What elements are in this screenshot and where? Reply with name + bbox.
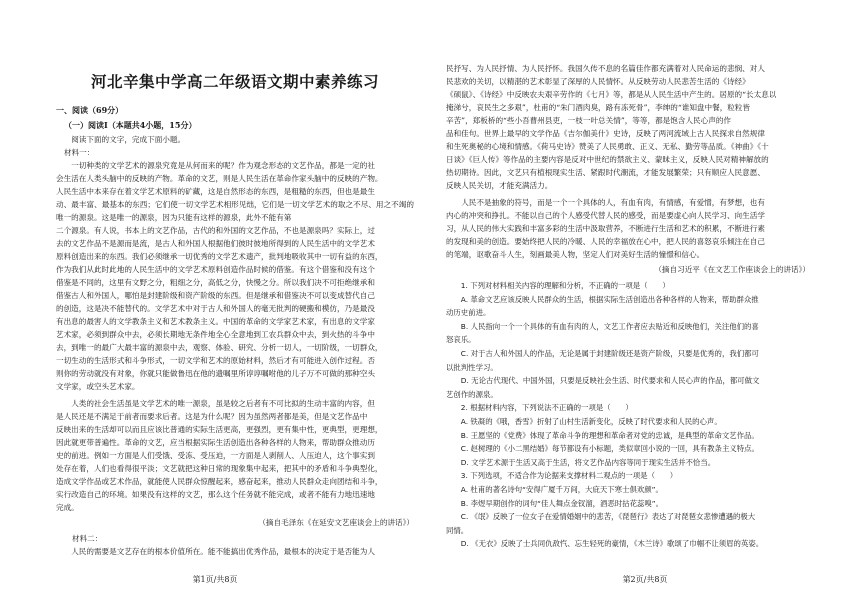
text-line: 日谈》《巨人传》等作品的主要内容是反对中世纪的禁欲主义、蒙昧主义，反映人民对精神解放的 <box>446 155 769 164</box>
subsection-heading: （一）阅读Ⅰ（本题共4小题，15分） <box>64 120 197 130</box>
instruction-text: 阅读下面的文字，完成下面小题。 <box>71 135 186 144</box>
option-line: D. 《无衣》反映了士兵同仇敌忾、忘生轻死的豪情，《木兰诗》歌颂了巾帼不让须眉的英姿。 <box>460 539 764 549</box>
option-line: 艺创作的源泉。 <box>446 389 498 399</box>
option-line: B. 王愿坚的《党费》体现了革命斗争的理想和革命者对党的忠诚，是典型的革命文艺作品。 <box>460 430 759 440</box>
question-3 <box>446 469 810 551</box>
exam-title: 河北辛集中学高二年级语文期中素养练习 <box>90 72 379 91</box>
option-line: B. 人民指向一个一个具体的有血有肉的人，文艺工作者应去贴近和反映他们，关注他们的喜 <box>460 321 759 331</box>
page-number-left: 第1页/共8页 <box>192 575 238 584</box>
text-line: 人民的需要是文艺存在的根本价值所在。能不能搞出优秀作品，最根本的决定于是否能为人 <box>71 547 375 556</box>
question-stem: 2. 根据材料内容，下列说法不正确的一项是（ ） <box>460 403 633 413</box>
text-line: 掩涕兮，哀民生之多艰”，杜甫的“朱门酒肉臭，路有冻死骨”，李绅的“谁知盘中餐，粒粒皆 <box>446 103 751 112</box>
text-line: 借鉴是不同的，这里有文野之分，粗细之分，高低之分，快慢之分。所以我们决不可拒绝继承和 <box>56 278 375 287</box>
text-line: 反映出来的生活却可以而且应该比普通的实际生活更高，更强烈，更有集中性，更典型，更理想， <box>56 425 383 434</box>
text-line: 则你的劳动就没有对象，你就只能做鲁迅在他的遗嘱里所谆谆嘱咐他的儿子万不可做的那种空头 <box>56 369 375 378</box>
text-line: 史的前进。例如一方面是人们受饿、受冻、受压迫，一方面是人剥削人、人压迫人，这个事实到 <box>56 451 375 460</box>
text-line: 的笔端，讴歌奋斗人生，刻画最美人物，坚定人们对美好生活的憧憬和信心。 <box>446 250 705 259</box>
text-line: 的创造，这是决不能替代的。文学艺术中对于古人和外国人的毫无批判的硬搬和模仿，乃是最没 <box>56 304 375 313</box>
question-1 <box>446 279 810 401</box>
option-line: C. 赵树理的《小二黑结婚》每节都设有小标题，类似章回小说的一回，具有教条主义特点。 <box>460 444 759 454</box>
text-line: 一切种类的文学艺术的源泉究竟是从何而来的呢？作为观念形态的文艺作品，都是一定的社 <box>71 161 375 170</box>
material-two-paragraph-two <box>446 196 810 261</box>
option-line: A. 铁凝的《哦，香雪》折射了山村生活新变化，反映了时代要求和人民的心声。 <box>460 416 722 426</box>
option-line: 动历史前进。 <box>446 308 491 318</box>
text-line: 文学家，或空头艺术家。 <box>56 382 140 391</box>
text-line: 民悲欢的关切，以精湛的艺术彰显了深厚的人民情怀。从反映劳动人民悲苦生活的《诗经》 <box>446 77 750 86</box>
question-stem: 3. 下列选项，不适合作为论据来支撑材料二观点的一项是（ ） <box>460 471 678 481</box>
material-two-citation: （摘自习近平《在文艺工作座谈会上的讲话》） <box>654 265 810 274</box>
text-line: 有出息的最害人的文学教条主义和艺术教条主义。中国的革命的文学家艺术家，有出息的文学家 <box>56 317 375 326</box>
option-line: A. 革命文艺应该反映人民群众的生活，根据实际生活创造出各种各样的人物来，帮助群众推 <box>460 294 759 304</box>
text-line: 的发现和美的创造。要始终把人民的冷暖、人民的幸福放在心中，把人民的喜怒哀乐倾注在自己 <box>446 237 765 246</box>
text-line: 习，从人民的伟大实践和丰富多彩的生活中汲取营养，不断进行生活和艺术的积累，不断进行素 <box>446 224 765 233</box>
text-line: 反映人民关切，才能充满活力。 <box>446 181 553 190</box>
text-line: 民抒写、为人民抒情、为人民抒怀。我国久传不息的名篇佳作都充满着对人民命运的悲悯、对人 <box>446 64 765 73</box>
text-line: 人民不是抽象的符号，而是一个一个具体的人，有血有肉，有情感，有爱憎，有梦想，也有 <box>461 198 765 207</box>
option-line: C. 对于古人和外国人的作品，无论是属于封建阶级还是资产阶级，只要是优秀的，我们都可 <box>460 348 759 358</box>
option-line: 怒哀乐。 <box>446 335 476 345</box>
text-line: 动、最丰富、最基本的东西；它们使一切文学艺术相形见绌，它们是一切文学艺术的取之不尽、用之不竭的唯一的源泉。这是唯一的源泉，因为只能有这样的源泉，此外不能有第 <box>56 200 414 222</box>
text-line: 去，到唯一的最广大最丰富的源泉中去，观察、体验、研究、分析一切人，一切阶级，一切群众， <box>56 343 383 352</box>
material-one-paragraph-two <box>56 397 414 514</box>
right-page <box>430 0 860 608</box>
text-line: 内心的冲突和挣扎。不能以自己的个人感受代替人民的感受，而是要虚心向人民学习、向生活学 <box>446 211 765 220</box>
text-line: 实行改造自己的环境。如果没有这样的文艺，那么这个任务就不能完成，或者不能有力地迅速地 <box>56 490 375 499</box>
text-line: 去的文艺作品不是源而是流，是古人和外国人根据他们彼时彼地所得到的人民生活中的文学艺术 <box>56 239 375 248</box>
material-one-body <box>56 159 414 393</box>
option-line: 以批判性学习。 <box>446 362 498 372</box>
section-heading: 一、阅读（69分） <box>56 105 124 115</box>
text-line: 处存在着，人们也看得很平淡；文艺就把这种日常的现象集中起来，把其中的矛盾和斗争典型化， <box>56 464 383 473</box>
text-line: 会生活在人类头脑中的反映的产物。革命的文艺，则是人民生活在革命作家头脑中的反映的产物。 <box>56 174 383 183</box>
text-line: 品和佳句。世界上最早的文学作品《吉尔伽美什》史诗，反映了两河流域上古人民探求自然规律 <box>446 129 765 138</box>
material-two-label: 材料二： <box>72 534 103 543</box>
option-line: 同情。 <box>446 525 469 535</box>
option-line: A. 杜甫的著名诗句“安得广厦千万间，大庇天下寒士俱欢颜”。 <box>460 484 663 494</box>
option-line: C. 《氓》反映了一位女子在爱情婚姻中的悲苦，《琵琶行》表达了对琵琶女悲惨遭遇的极大 <box>460 512 756 522</box>
page-number-right: 第2页/共8页 <box>622 575 668 584</box>
text-line: 一切生动的生活形式和斗争形式，一切文学和艺术的原始材料，然后才有可能进入创作过程。否 <box>56 356 375 365</box>
option-line: D. 无论古代现代、中国外国，只要是反映社会生活、时代要求和人民心声的作品，都可做文 <box>460 376 760 386</box>
text-line: 是人民还是不满足于前者而要求后者。这是为什么呢？因为虽然两者都是美，但是文艺作品中 <box>56 412 368 421</box>
question-2 <box>446 401 810 469</box>
text-line: 借鉴古人和外国人，哪怕是封建阶级和资产阶级的东西。但是继承和借鉴决不可以变成替代自己 <box>56 291 375 300</box>
text-line: 二个源泉。有人说，书本上的文艺作品，古代的和外国的文艺作品，不也是源泉吗？实际上，过 <box>56 226 375 235</box>
text-line: 造成文学作品或艺术作品，就能使人民群众惊醒起来，感奋起来，推动人民群众走向团结和斗争， <box>56 477 383 486</box>
text-line: 作为我们从此时此地的人民生活中的文学艺术原料创造作品时候的借鉴。有这个借鉴和没有这个 <box>56 265 375 274</box>
option-line: D. 文学艺术源于生活又高于生活，将文艺作品内容等同于现实生活并不恰当。 <box>460 457 716 467</box>
text-line: 艺术家，必须到群众中去，必须长期地无条件地全心全意地到工农兵群众中去，到火热的斗争中 <box>56 330 375 339</box>
text-line: 《硕鼠》、《诗经》中反映农夫艰辛劳作的《七月》等，都是从人民生活中产生的。居原的“长太息以 <box>446 90 777 99</box>
text-line: 原料创造出来的东西。我们必须继承一切优秀的文学艺术遗产，批判地吸收其中一切有益的东西， <box>56 252 383 261</box>
material-one-citation: （摘自毛泽东《在延安文艺座谈会上的讲话》） <box>258 518 414 527</box>
text-line: 热切期待。因此，文艺只有植根现实生活、紧跟时代潮流，才能发展繁荣；只有顺应人民意愿、 <box>446 168 765 177</box>
text-line: 人类的社会生活虽是文学艺术的唯一源泉，虽是较之后者有不可比拟的生动丰富的内容，但 <box>71 399 375 408</box>
text-line: 因此就更带普遍性。革命的文艺，应当根据实际生活创造出各种各样的人物来，帮助群众推动历 <box>56 438 375 447</box>
text-line: 和生死奥秘的心境和情感。《荷马史诗》赞美了人民勇敢、正义、无私、勤劳等品质。《神曲》《十 <box>446 142 769 151</box>
text-line: 辛苦”，郑板桥的“些小吾曹州县吏，一枝一叶总关情”，等等，都是饱含人民心声的作 <box>446 116 732 125</box>
text-line: 完成。 <box>56 503 79 512</box>
text-line: 人民生活中本来存在着文学艺术原料的矿藏，这是自然形态的东西，是粗糙的东西，但也是最生 <box>56 187 375 196</box>
question-stem: 1. 下列对材料相关内容的理解和分析，不正确的一项是（ ） <box>460 281 670 290</box>
material-two-continued <box>446 62 810 192</box>
option-line: B. 李煜早期创作的词句“佳人舞点金钗溜，酒恶时拈花蕊嗅”。 <box>460 498 663 508</box>
material-one-label: 材料一： <box>64 148 95 157</box>
